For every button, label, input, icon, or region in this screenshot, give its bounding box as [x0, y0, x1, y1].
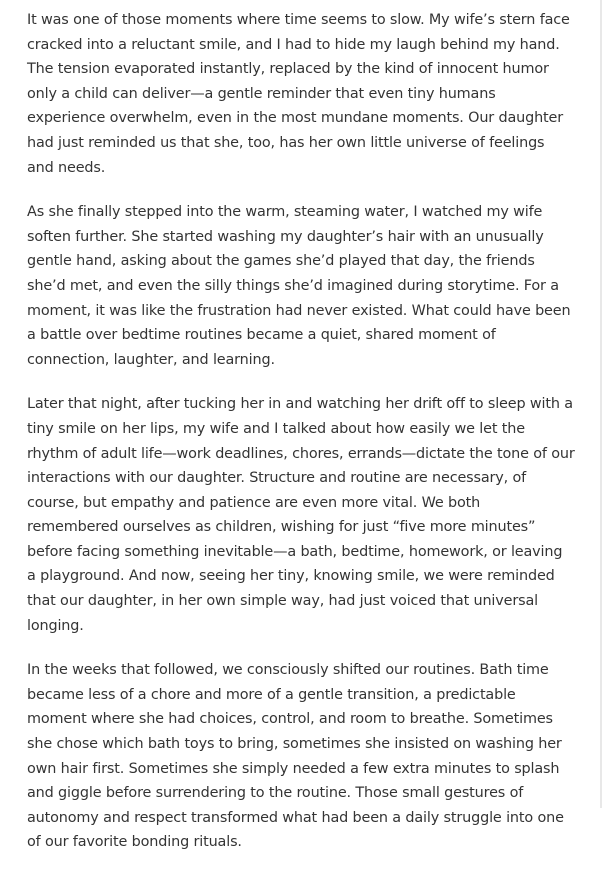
- article-body: [27, 8, 575, 875]
- paragraph-1: It was one of those moments where time seems to slow. My wife’s stern face cracked into a reluctant smile, and I had to hide my laugh behind my hand. The tension evaporated instantly, replaced by the kind of innocent humor only a child can deliver—a gentle reminder that even tiny humans experience overwhelm, even in the most mundane moments. Our daughter had just reminded us that she, too, has her own little universe of feelings and needs.: [27, 12, 570, 176]
- paragraph-3: Later that night, after tucking her in and watching her drift off to sleep with a tiny smile on her lips, my wife and I talked about how easily we let the rhythm of adult life—work deadlines, chores, errands—dictate the tone of our interactions with our daughter. Structure and routine are necessary, of course, but empathy and patience are even more vital. We both remembered ourselves as children, wishing for just “five more minutes” before facing something inevitable—a bath, bedtime, homework, or leaving a playground. And now, seeing her tiny, knowing smile, we were reminded that our daughter, in her own simple way, had just voiced that universal longing.: [27, 396, 575, 634]
- paragraph-4: In the weeks that followed, we consciously shifted our routines. Bath time became less of a chore and more of a gentle transition, a predictable moment where she had choices, control, and room to breathe. Sometimes she chose which bath toys to bring, sometimes she insisted on washing her own hair first. Sometimes she simply needed a few extra minutes to splash and giggle before surrendering to the routine. Those small gestures of autonomy and respect transformed what had been a daily struggle into one of our favorite bonding rituals.: [27, 662, 564, 851]
- paragraph-2: As she finally stepped into the warm, steaming water, I watched my wife soften further. She started washing my daughter’s hair with an unusually gentle hand, asking about the games she’d played that day, the friends she’d met, and even the silly things she’d imagined during storytime. For a moment, it was like the frustration had never existed. What could have been a battle over bedtime routines became a quiet, shared moment of connection, laughter, and learning.: [27, 204, 571, 368]
